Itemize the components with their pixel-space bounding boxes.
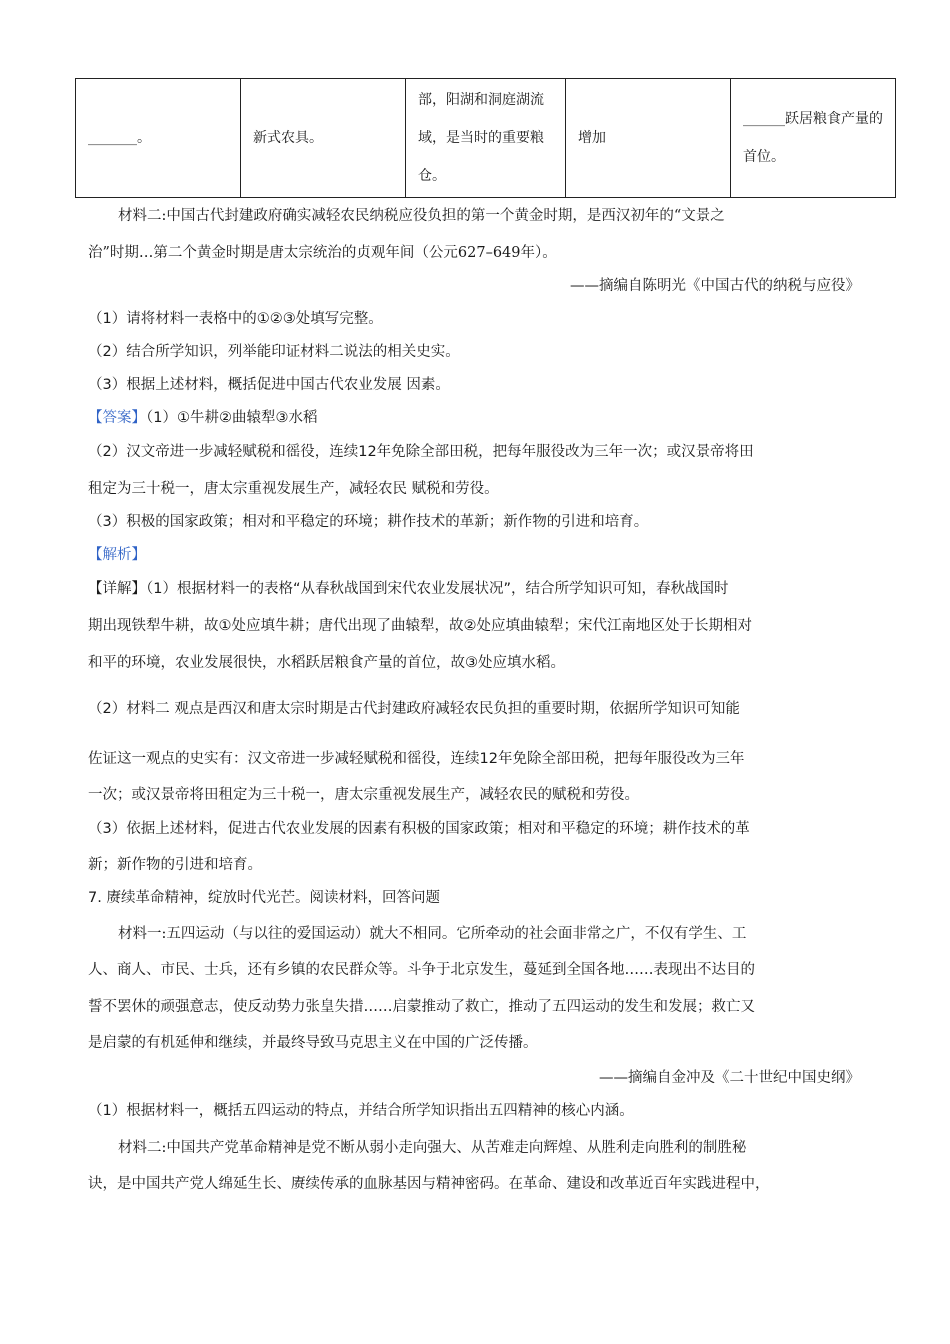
question-1: （1）请将材料一表格中的①②③处填写完整。: [88, 311, 383, 327]
answer-3: （3）积极的国家政策；相对和平稳定的环境；耕作技术的革新；新作物的引进和培育。: [88, 514, 649, 530]
analysis-p3-line2: 新；新作物的引进和培育。: [88, 857, 262, 873]
answer-line-1: [88, 408, 317, 428]
detail-line2: 期出现铁犁牛耕，故①处应填牛耕；唐代出现了曲辕犁，故②处应填曲辕犁；宋代江南地区处于长期相对: [88, 618, 752, 634]
q7-material2-line1: 材料二:中国共产党革命精神是党不断从弱小走向强大、从苦难走向辉煌、从胜利走向胜利的制胜秘: [118, 1140, 747, 1156]
table-cell-4: 增加: [566, 79, 731, 198]
answer-1: （1）①牛耕②曲辕犁③水稻: [146, 410, 318, 426]
answer-2-line2: 租定为三十税一，唐太宗重视发展生产，减轻农民 赋税和劳役。: [88, 481, 499, 497]
analysis-p2-line3: 一次；或汉景帝将田租定为三十税一，唐太宗重视发展生产，减轻农民的赋税和劳役。: [88, 787, 639, 803]
agriculture-table-fragment: [75, 78, 896, 198]
analysis-p2-line1: （2）材料二 观点是西汉和唐太宗时期是古代封建政府减轻农民负担的重要时期，依据所学知识可知能: [88, 701, 740, 717]
table-cell-5: ______跃居粮食产量的首位。: [731, 79, 896, 198]
table-cell-1: _______。: [76, 79, 241, 198]
material2-line2: 治”时期…第二个黄金时期是唐太宗统治的贞观年间（公元627–649年）。: [88, 245, 557, 261]
material2-line1: 材料二:中国古代封建政府确实减轻农民纳税应役负担的第一个黄金时期，是西汉初年的“文景之: [118, 208, 725, 224]
question-2: （2）结合所学知识，列举能印证材料二说法的相关史实。: [88, 344, 460, 360]
analysis-label: 【解析】: [88, 547, 146, 563]
analysis-p3-line1: （3）依据上述材料，促进古代农业发展的因素有积极的国家政策；相对和平稳定的环境；耕作技术的革: [88, 821, 750, 837]
answer-label: 【答案】: [88, 410, 146, 426]
material2-source: ——摘编自陈明光《中国古代的纳税与应役》: [570, 278, 860, 294]
question-3: （3）根据上述材料，概括促进中国古代农业发展 因素。: [88, 377, 450, 393]
q7-material1-line1: 材料一:五四运动（与以往的爱国运动）就大不相同。它所牵动的社会面非常之广，不仅有学生、工: [118, 926, 747, 942]
q7-material1-line2: 人、商人、市民、士兵，还有乡镇的农民群众等。斗争于北京发生，蔓延到全国各地……表现出不达目的: [88, 962, 755, 978]
q7-material1-line4: 是启蒙的有机延伸和继续，并最终导致马克思主义在中国的广泛传播。: [88, 1035, 538, 1051]
q7-material2-line2: 诀，是中国共产党人绵延生长、赓续传承的血脉基因与精神密码。在革命、建设和改革近百年实践进程中，: [88, 1176, 770, 1192]
answer-2-line1: （2）汉文帝进一步减轻赋税和徭役，连续12年免除全部田税，把每年服役改为三年一次；或汉景帝将田: [88, 444, 754, 460]
detail-line3: 和平的环境，农业发展很快，水稻跃居粮食产量的首位，故③处应填水稻。: [88, 655, 565, 671]
question-7-title: 7. 赓续革命精神，绽放时代光芒。阅读材料，回答问题: [88, 890, 440, 906]
analysis-p2-line2: 佐证这一观点的史实有：汉文帝进一步减轻赋税和徭役，连续12年免除全部田税，把每年服役改为三年: [88, 751, 745, 767]
table-cell-3: 部，阳湖和洞庭湖流域，是当时的重要粮仓。: [406, 79, 566, 198]
q7-material1-source: ——摘编自金冲及《二十世纪中国史纲》: [599, 1070, 860, 1086]
table-row: [76, 79, 896, 198]
q7-question-1: （1）根据材料一，概括五四运动的特点，并结合所学知识指出五四精神的核心内涵。: [88, 1103, 634, 1119]
table-cell-2: 新式农具。: [241, 79, 406, 198]
detail-line1: 【详解】（1）根据材料一的表格“从春秋战国到宋代农业发展状况”，结合所学知识可知，春秋战国时: [88, 581, 729, 597]
q7-material1-line3: 誓不罢休的顽强意志，使反动势力张皇失措……启蒙推动了救亡，推动了五四运动的发生和发展；救亡又: [88, 999, 755, 1015]
